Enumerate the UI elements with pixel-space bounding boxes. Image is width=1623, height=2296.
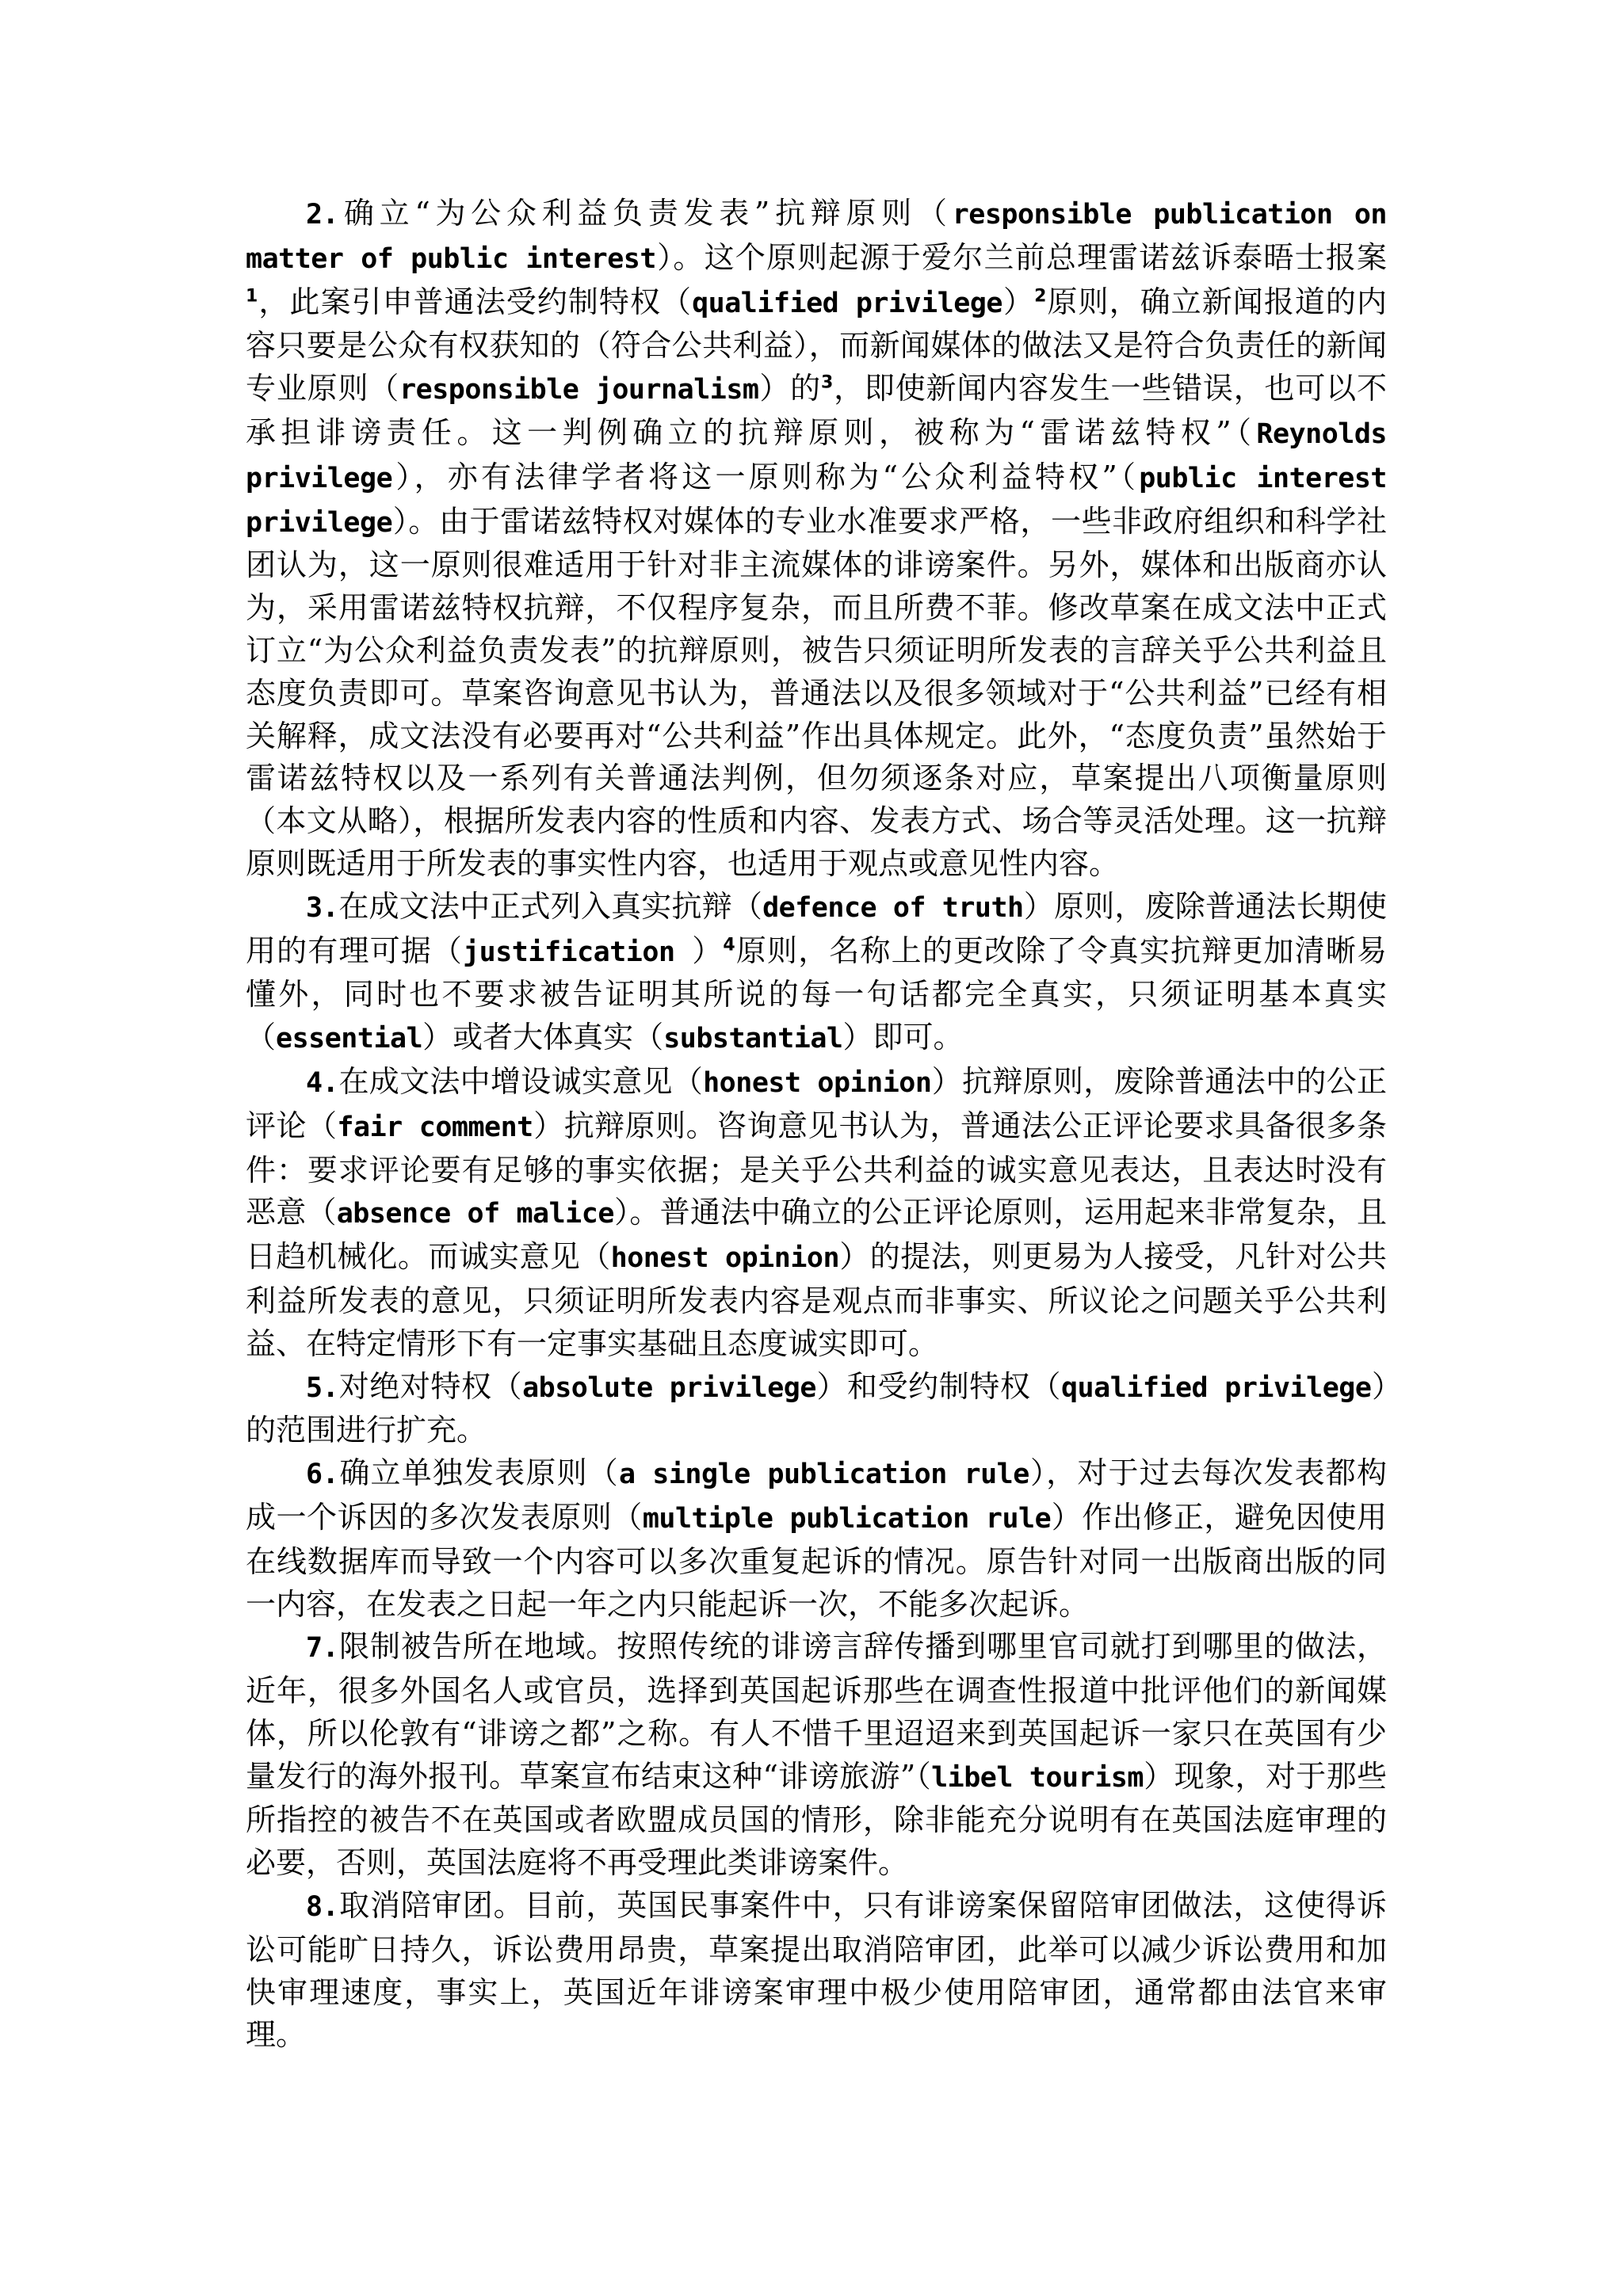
body-text: 限制被告所在地域。按照传统的诽谤言辞传播到哪里官司就打到哪里的做法，近年，很多外国名人或官员，选择到英国起诉那些在调查性报道中批评他们的新闻媒体，所以伦敦有“诽谤之都”之称。有人不惜千里迢迢来到英国起诉一家只在英国有少量发行的海外报刊。草案宣布结束这种“诽谤旅游”（: [246, 1629, 1387, 1794]
english-term: responsible journalism: [399, 374, 759, 406]
footnote-marker: 2: [1034, 285, 1047, 306]
body-text: ）抗辩原则，废除普通法中的公正评论（: [246, 1063, 1387, 1143]
body-text: 确立单独发表原则（: [338, 1455, 619, 1491]
item-number: 4.: [306, 1066, 339, 1099]
body-text: 原则，确立新闻报道的内容只要是公众有权获知的（符合公共利益），而新闻媒体的做法又是符合负责任的新闻专业原则（: [246, 284, 1387, 406]
body-text: 确立“为公众利益负责发表”抗辩原则（: [338, 196, 953, 231]
footnote-marker: 4: [723, 934, 735, 955]
body-text: ）现象，对于那些所指控的被告不在英国或者欧盟成员国的情形，除非能充分说明有在英国法庭审理的必要，否则，英国法庭将不再受理此类诽谤案件。: [246, 1758, 1387, 1881]
item-number: 5.: [306, 1371, 339, 1404]
item-number: 8.: [306, 1891, 339, 1924]
english-term: public interest privilege: [246, 462, 1388, 539]
english-term: honest opinion: [610, 1242, 840, 1275]
body-text: ）即可。: [842, 1020, 964, 1055]
body-text: 在成文法中增设诚实意见（: [338, 1063, 704, 1099]
english-term: qualified privilege: [1060, 1371, 1372, 1404]
document-body: [246, 193, 1387, 2057]
body-text: ）的: [758, 371, 821, 406]
body-text: ）作出修正，避免因使用在线数据库而导致一个内容可以多次重复起诉的情况。原告针对同一出版商出版的同一内容，在发表之日起一年之内只能起诉一次，不能多次起诉。: [246, 1499, 1387, 1622]
english-term: essential: [276, 1023, 423, 1055]
english-term: fair comment: [337, 1111, 533, 1143]
paragraph-8-jury: [246, 1885, 1387, 2057]
paragraph-6-single-publication: [246, 1452, 1387, 1626]
body-text: ）。这个原则起源于爱尔兰前总理雷诺兹诉泰晤士报案: [655, 239, 1387, 275]
english-term: absence of malice: [336, 1198, 614, 1230]
body-text: ，即使新闻内容发生一些错误，也可以不承担诽谤责任。这一判例确立的抗辩原则，被称为“雷诺兹特权”（: [246, 371, 1387, 450]
body-text: ）或者大体真实（: [422, 1020, 664, 1055]
english-term: libel tourism: [931, 1761, 1144, 1794]
english-term: a single publication rule: [618, 1459, 1029, 1491]
english-term: Reynolds privilege: [246, 418, 1387, 494]
english-term: multiple publication rule: [642, 1502, 1052, 1535]
english-term: responsible publication on matter of public interest: [246, 199, 1387, 275]
body-text: ）: [1002, 284, 1035, 319]
english-term: absolute privilege: [522, 1371, 816, 1404]
english-term: justification: [463, 936, 693, 968]
body-text: ），亦有法律学者将这一原则称为“公众利益特权”（: [392, 459, 1140, 494]
body-text: ）。普通法中确立的公正评论原则，运用起来非常复杂，且日趋机械化。而诚实意见（: [246, 1195, 1387, 1275]
body-text: ）原则，废除普通法长期使用的有理可据（: [246, 888, 1387, 968]
body-text: ）。由于雷诺兹特权对媒体的专业水准要求严格，一些非政府组织和科学社团认为，这一原则很难适用于针对非主流媒体的诽谤案件。另外，媒体和出版商亦认为，采用雷诺兹特权抗辩，不仅程序复杂，而且所费不菲。修改草案在成文法中正式订立“为公众利益负责发表”的抗辩原则，被告只须证明所发表的言辞关乎公共利益且态度负责即可。草案咨询意见书认为，普通法以及很多领域对于“公共利益”已经有相关解释，成文法没有必要再对“公共利益”作出具体规定。此外，“态度负责”虽然始于雷诺兹特权以及一系列有关普通法判例，但勿须逐条对应，草案提出八项衡量原则（本文从略），根据所发表内容的性质和内容、发表方式、场合等灵活处理。这一抗辩原则既适用于所发表的事实性内容，也适用于观点或意见性内容。: [246, 503, 1387, 881]
footnote-marker: 3: [820, 372, 834, 393]
english-term: substantial: [663, 1023, 843, 1055]
body-text: ），对于过去每次发表都构成一个诉因的多次发表原则（: [246, 1455, 1387, 1535]
item-number: 6.: [306, 1459, 339, 1491]
body-text: ，此案引申普通法受约制特权（: [258, 284, 693, 319]
body-text: ）: [692, 933, 724, 968]
body-text: ）的范围进行扩充。: [246, 1368, 1387, 1448]
item-number: 3.: [306, 891, 339, 924]
body-text: 在成文法中正式列入真实抗辩（: [338, 888, 763, 924]
paragraph-7-libel-tourism: [246, 1626, 1387, 1885]
body-text: ）抗辩原则。咨询意见书认为，普通法公正评论要求具备很多条件：要求评论要有足够的事实依据；是关乎公共利益的诚实意见表达，且表达时没有恶意（: [246, 1108, 1387, 1230]
body-text: 取消陪审团。目前，英国民事案件中，只有诽谤案保留陪审团做法，这使得诉讼可能旷日持久，诉讼费用昂贵，草案提出取消陪审团，此举可以减少诉讼费用和加快审理速度，事实上，英国近年诽谤案审理中极少使用陪审团，通常都由法官来审理。: [246, 1888, 1387, 2053]
paragraph-5-privilege-scope: [246, 1366, 1387, 1453]
item-number: 2.: [306, 199, 339, 231]
body-text: ）和受约制特权（: [815, 1368, 1061, 1404]
body-text: 对绝对特权（: [338, 1368, 523, 1404]
paragraph-3-defence-of-truth: [246, 886, 1387, 1061]
body-text: 原则，名称上的更改除了令真实抗辩更加清晰易懂外，同时也不要求被告证明其所说的每一句话都完全真实，只须证明基本真实（: [246, 933, 1387, 1055]
english-term: qualified privilege: [692, 287, 1002, 319]
paragraph-4-honest-opinion: [246, 1061, 1387, 1366]
english-term: honest opinion: [703, 1066, 932, 1099]
footnote-marker: 1: [246, 285, 258, 306]
paragraph-2-responsible-publication: [246, 193, 1387, 886]
english-term: defence of truth: [762, 891, 1024, 924]
item-number: 7.: [306, 1632, 339, 1665]
body-text: ）的提法，则更易为人接受，凡针对公共利益所发表的意见，只须证明所发表内容是观点而非事实、所议论之问题关乎公共利益、在特定情形下有一定事实基础且态度诚实即可。: [246, 1239, 1387, 1361]
